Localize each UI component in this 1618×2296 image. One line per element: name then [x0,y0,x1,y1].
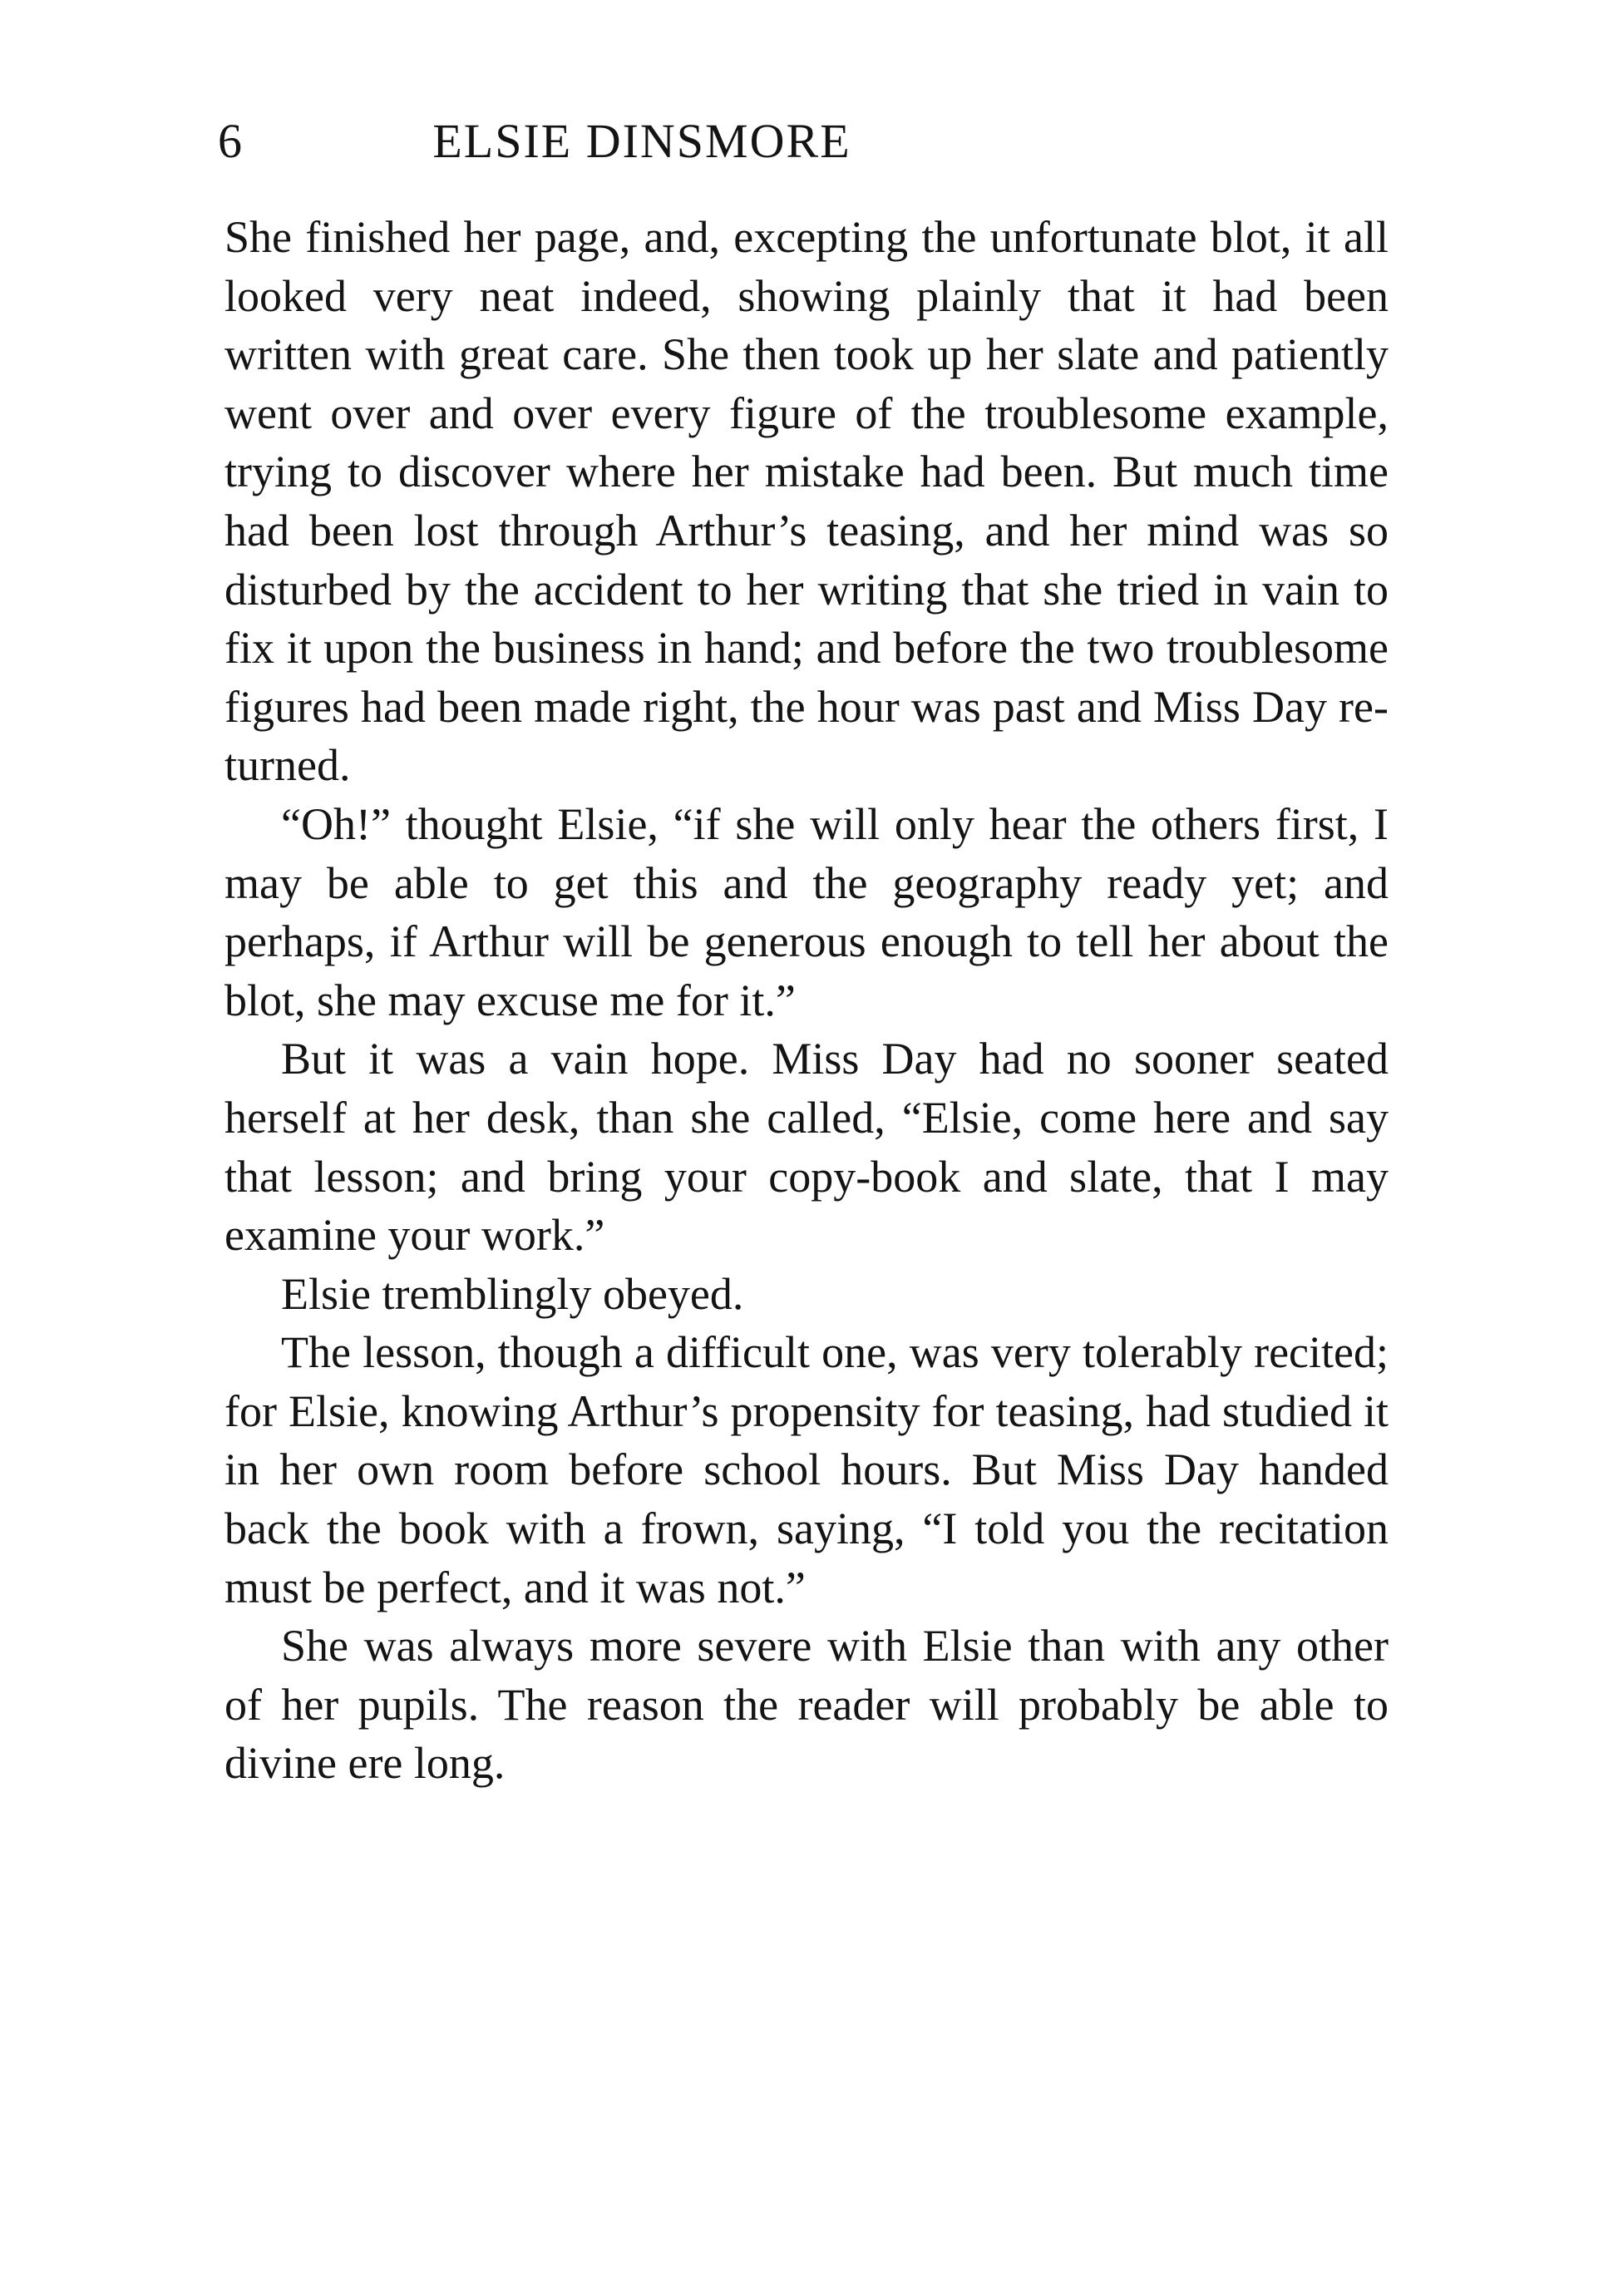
paragraph-5: The lesson, though a difficult one, was very tolerably recited; for Elsie, knowing Arthur’s propensity for teasing, had studied it in her own room before school hours. But Miss Day handed back the book with a frown, saying, “I told you the recitation must be perfect, and it was not.” [224,1327,1389,1612]
body-text [224,208,1389,1793]
paragraph-3: But it was a vain hope. Miss Day had no sooner seated herself at her desk, than she called, “Elsie, come here and say that lesson; and bring your copy-book and slate, that I may examine your work.” [224,1034,1389,1261]
running-head [218,108,1382,183]
paragraph-1: She finished her page, and, excepting the unfortunate blot, it all looked very neat indeed, showing plainly that it had been written with great care. She then took up her slate and patiently went over and over every figure of the troublesome example, trying to discover where her mistake had been. But much time had been lost through Arthur’s teasing, and her mind was so disturbed by the accident to her writing that she tried in vain to fix it upon the business in hand; and before the two troublesome figures had been made right, the hour was past and Miss Day returned. [224,212,1389,791]
page-number: 6 [218,114,242,168]
running-title: ELSIE DINSMORE [432,114,851,168]
paragraph-6: She was always more severe with Elsie than with any other of her pupils. The reason the reader will probably be able to divine ere long. [224,1621,1389,1789]
paragraph-2: “Oh!” thought Elsie, “if she will only hear the others first, I may be able to get this and the geography ready yet; and perhaps, if Arthur will be generous enough to tell her about the blot, she may excuse me for it.” [224,798,1389,1025]
paragraph-4: Elsie tremblingly obeyed. [281,1268,744,1319]
